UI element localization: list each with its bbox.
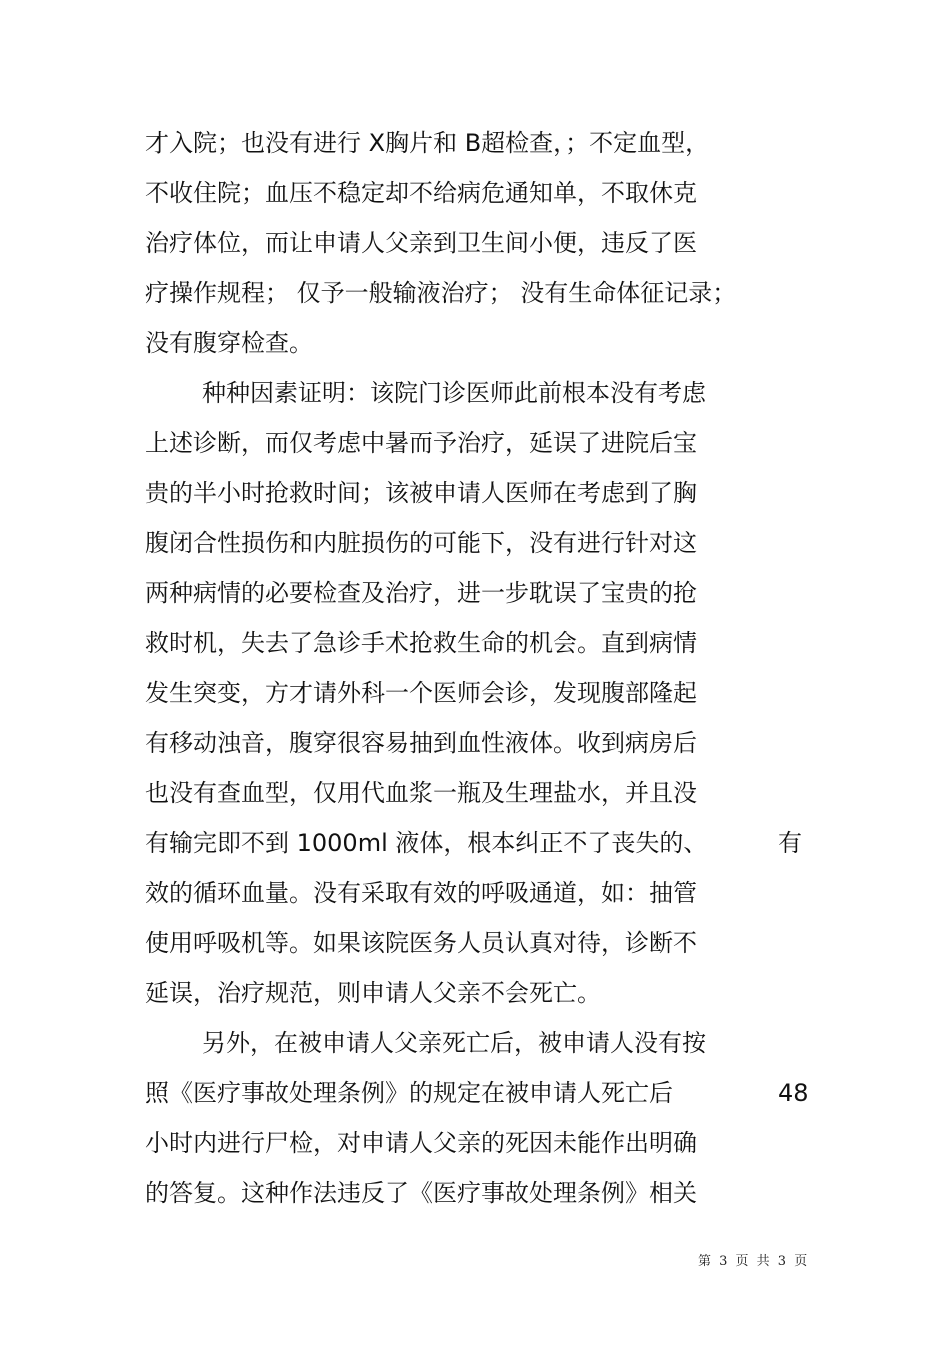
- line-text: 两种病情的必要检查及治疗，进一步耽误了宝贵的抢: [145, 579, 697, 607]
- line-text: 疗操作规程； 仅予一般输液治疗； 没有生命体征记录；: [145, 279, 737, 307]
- text-line: [145, 818, 825, 868]
- line-text: 上述诊断，而仅考虑中暑而予治疗，延误了进院后宝: [145, 429, 697, 457]
- body-text: [145, 118, 825, 1218]
- page-footer: 第 3 页 共 3 页: [698, 1254, 810, 1269]
- line-text: 才入院；也没有进行 X胸片和 B超检查，；不定血型，: [145, 129, 710, 157]
- line-text: 小时内进行尸检，对申请人父亲的死因未能作出明确: [145, 1129, 697, 1157]
- text-line: [145, 318, 825, 368]
- text-line: [145, 568, 825, 618]
- text-line: [145, 1118, 825, 1168]
- line-text: 的答复。这种作法违反了《医疗事故处理条例》相关: [145, 1179, 697, 1207]
- line-text: 腹闭合性损伤和内脏损伤的可能下，没有进行针对这: [145, 529, 697, 557]
- text-line: [145, 718, 825, 768]
- line-text: 救时机，失去了急诊手术抢救生命的机会。直到病情: [145, 629, 697, 657]
- line-text: 贵的半小时抢救时间；该被申请人医师在考虑到了胸: [145, 479, 697, 507]
- text-line: [145, 1018, 825, 1068]
- text-line: [145, 618, 825, 668]
- text-line: [145, 518, 825, 568]
- line-text: 有移动浊音，腹穿很容易抽到血性液体。收到病房后: [145, 729, 697, 757]
- line-overflow-text: 有: [778, 829, 802, 857]
- text-line: [145, 668, 825, 718]
- text-line: [145, 1168, 825, 1218]
- text-line: [145, 768, 825, 818]
- line-text: 照《医疗事故处理条例》的规定在被申请人死亡后: [145, 1079, 673, 1107]
- line-text: 使用呼吸机等。如果该院医务人员认真对待，诊断不: [145, 929, 697, 957]
- text-line: [145, 968, 825, 1018]
- text-line: [145, 918, 825, 968]
- line-text: 没有腹穿检查。: [145, 329, 313, 357]
- text-line: [145, 468, 825, 518]
- line-text: 效的循环血量。没有采取有效的呼吸通道，如：抽管: [145, 879, 697, 907]
- text-line: [145, 218, 825, 268]
- text-line: [145, 868, 825, 918]
- text-line: [145, 168, 825, 218]
- text-line: [145, 118, 825, 168]
- text-line: [145, 1068, 825, 1118]
- line-overflow-text: 48: [778, 1079, 809, 1107]
- line-text: 有输完即不到 1000ml 液体，根本纠正不了丧失的、: [145, 829, 708, 857]
- line-text: 延误，治疗规范，则申请人父亲不会死亡。: [145, 979, 601, 1007]
- line-text: 发生突变，方才请外科一个医师会诊，发现腹部隆起: [145, 679, 697, 707]
- line-text: 不收住院；血压不稳定却不给病危通知单，不取休克: [145, 179, 697, 207]
- text-line: [145, 268, 825, 318]
- line-text: 种种因素证明：该院门诊医师此前根本没有考虑: [202, 379, 706, 407]
- text-line: [145, 418, 825, 468]
- text-line: [145, 368, 825, 418]
- line-text: 另外，在被申请人父亲死亡后，被申请人没有按: [202, 1029, 706, 1057]
- line-text: 治疗体位，而让申请人父亲到卫生间小便，违反了医: [145, 229, 697, 257]
- line-text: 也没有查血型，仅用代血浆一瓶及生理盐水，并且没: [145, 779, 697, 807]
